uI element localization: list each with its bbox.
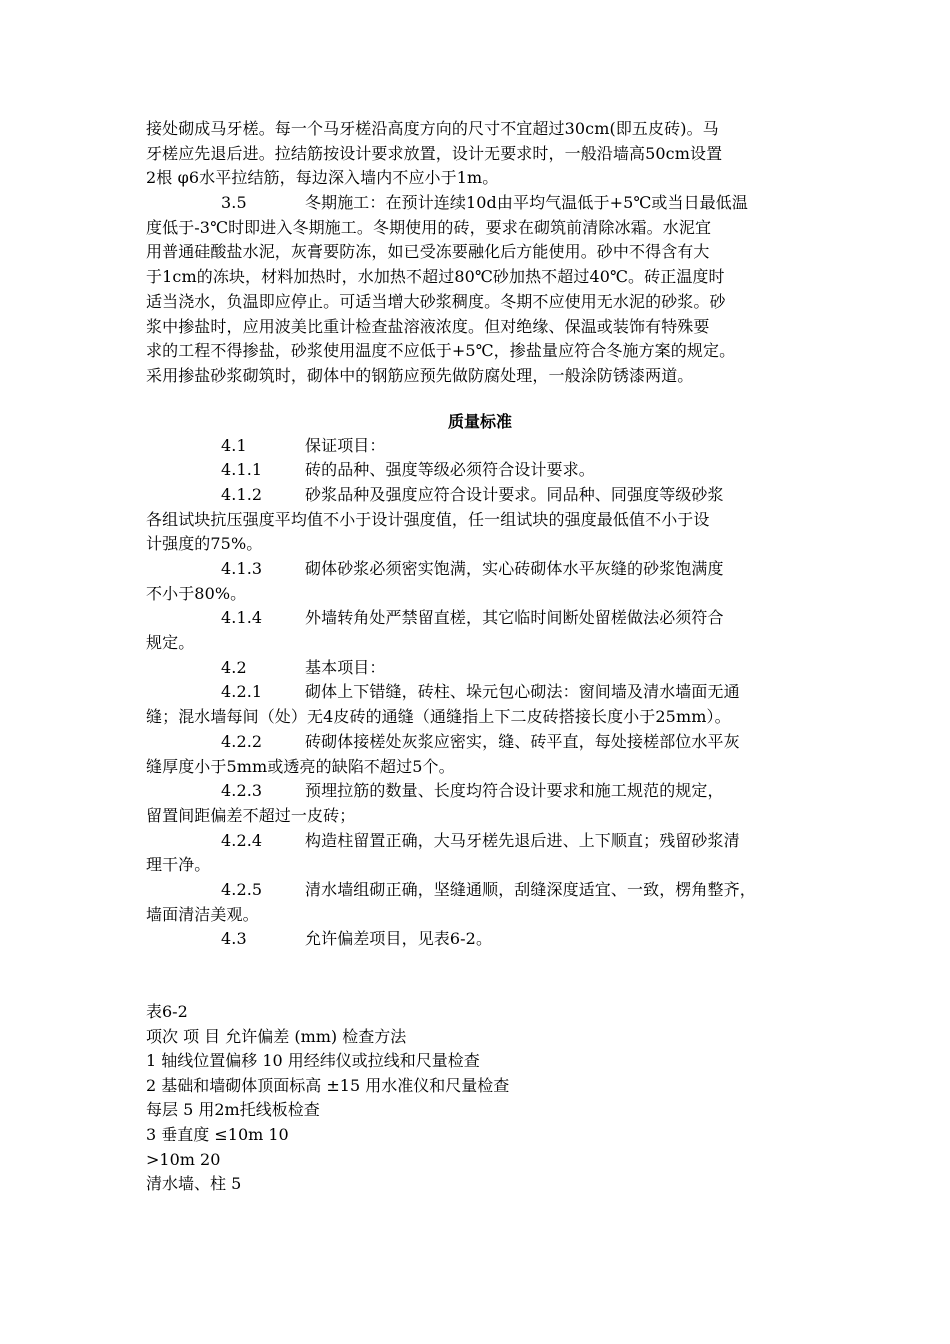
text-line: 浆中掺盐时，应用波美比重计检查盐溶液浓度。但对绝缘、保温或装饰有特殊要 bbox=[146, 316, 710, 336]
paragraph-continuation bbox=[146, 117, 814, 191]
text-line: 理干净。 bbox=[146, 855, 211, 875]
item-text: 保证项目： bbox=[305, 435, 386, 455]
item-number: 4.2.5 bbox=[221, 879, 263, 899]
item-text: 砂浆品种及强度应符合设计要求。同品种、同强度等级砂浆 bbox=[305, 484, 724, 504]
winter-construction-section bbox=[146, 191, 814, 389]
item-4-2-2 bbox=[146, 730, 814, 755]
table-6-2 bbox=[146, 1000, 814, 1197]
table-row: 2 基础和墙砌体顶面标高 ±15 用水准仪和尺量检查 bbox=[146, 1075, 510, 1095]
document-page bbox=[146, 117, 814, 1197]
winter-heading-line bbox=[146, 191, 814, 216]
item-4-2-4 bbox=[146, 829, 814, 854]
text-line: 各组试块抗压强度平均值不小于设计强度值，任一组试块的强度最低值不小于设 bbox=[146, 509, 710, 529]
quality-items bbox=[146, 434, 814, 952]
text-line: 牙槎应先退后进。拉结筋按设计要求放置，设计无要求时，一般沿墙高50cm设置 bbox=[146, 143, 723, 163]
item-number: 4.2.2 bbox=[221, 731, 263, 751]
item-4-3 bbox=[146, 927, 814, 952]
text-line: 计强度的75%。 bbox=[146, 534, 263, 554]
text-line: 求的工程不得掺盐，砂浆使用温度不应低于+5℃，掺盐量应符合冬施方案的规定。 bbox=[146, 341, 736, 361]
item-number: 4.2.1 bbox=[221, 682, 263, 702]
item-text: 清水墙组砌正确，坚缝通顺，刮缝深度适宜、一致，楞角整齐， bbox=[305, 879, 756, 899]
item-4-1 bbox=[146, 434, 814, 459]
item-text: 外墙转角处严禁留直槎，其它临时间断处留槎做法必须符合 bbox=[305, 608, 724, 628]
item-number: 4.3 bbox=[221, 929, 247, 949]
item-4-2 bbox=[146, 656, 814, 681]
text-line: 不小于80%。 bbox=[146, 583, 247, 603]
item-text: 允许偏差项目，见表6-2。 bbox=[305, 929, 493, 949]
text-line: 缝厚度小于5mm或透亮的缺陷不超过5个。 bbox=[146, 756, 455, 776]
text-line: 用普通硅酸盐水泥，灰膏要防冻，如已受冻要融化后方能使用。砂中不得含有大 bbox=[146, 242, 710, 262]
item-number: 3.5 bbox=[221, 193, 247, 213]
item-number: 4.2.3 bbox=[221, 781, 263, 801]
item-text: 冬期施工：在预计连续10d由平均气温低于+5℃或当日最低温 bbox=[305, 193, 748, 213]
text-line: 接处砌成马牙槎。每一个马牙槎沿高度方向的尺寸不宜超过30cm(即五皮砖)。马 bbox=[146, 119, 719, 138]
item-text: 预埋拉筋的数量、长度均符合设计要求和施工规范的规定， bbox=[305, 781, 724, 801]
item-4-1-4 bbox=[146, 606, 814, 631]
item-text: 构造柱留置正确，大马牙槎先退后进、上下顺直；残留砂浆清 bbox=[305, 830, 740, 850]
text-line: 2根 φ6水平拉结筋，每边深入墙内不应小于1m。 bbox=[146, 168, 499, 188]
table-row: 1 轴线位置偏移 10 用经纬仪或拉线和尺量检查 bbox=[146, 1051, 480, 1071]
item-4-1-1 bbox=[146, 458, 814, 483]
text-line: 采用掺盐砂浆砌筑时，砌体中的钢筋应预先做防腐处理，一般涂防锈漆两道。 bbox=[146, 365, 694, 385]
item-text: 砌体上下错缝，砖柱、垛元包心砌法：窗间墙及清水墙面无通 bbox=[305, 682, 740, 702]
item-number: 4.1.1 bbox=[221, 460, 263, 480]
item-4-2-1 bbox=[146, 680, 814, 705]
item-number: 4.1.4 bbox=[221, 608, 263, 628]
section-title: 质量标准 bbox=[447, 411, 512, 431]
item-4-1-2 bbox=[146, 483, 814, 508]
spacer bbox=[146, 389, 814, 406]
text-line: 留置间距偏差不超过一皮砖； bbox=[146, 805, 356, 825]
text-line: 规定。 bbox=[146, 633, 195, 653]
text-line: 缝；混水墙每间（处）无4皮砖的通缝（通缝指上下二皮砖搭接长度小于25mm）。 bbox=[146, 707, 731, 727]
table-row: 项次 项 目 允许偏差 (mm) 检查方法 bbox=[146, 1026, 407, 1046]
table-caption: 表6-2 bbox=[146, 1002, 188, 1021]
text-line: 度低于-3℃时即进入冬期施工。冬期使用的砖，要求在砌筑前清除冰霜。水泥宜 bbox=[146, 217, 712, 237]
item-text: 砖砌体接槎处灰浆应密实，缝、砖平直，每处接槎部位水平灰 bbox=[305, 731, 740, 751]
table-row: 3 垂直度 ≤10m 10 bbox=[146, 1124, 289, 1144]
text-line: 墙面清洁美观。 bbox=[146, 904, 259, 924]
item-4-2-3 bbox=[146, 779, 814, 804]
item-4-2-5 bbox=[146, 878, 814, 903]
item-number: 4.1 bbox=[221, 435, 247, 455]
item-number: 4.1.3 bbox=[221, 559, 263, 578]
table-row: 每层 5 用2m托线板检查 bbox=[146, 1100, 320, 1120]
text-line: 于1cm的冻块，材料加热时，水加热不超过80℃砂加热不超过40℃。砖正温度时 bbox=[146, 267, 725, 287]
item-text: 砖的品种、强度等级必须符合设计要求。 bbox=[305, 460, 595, 480]
table-row: >10m 20 bbox=[146, 1149, 221, 1169]
item-number: 4.2.4 bbox=[221, 830, 263, 850]
spacer bbox=[146, 952, 814, 1000]
text-line: 适当浇水，负温即应停止。可适当增大砂浆稠度。冬期不应使用无水泥的砂浆。砂 bbox=[146, 291, 726, 311]
item-4-1-3 bbox=[146, 557, 814, 582]
item-text: 基本项目： bbox=[305, 657, 386, 677]
item-number: 4.2 bbox=[221, 657, 247, 677]
item-number: 4.1.2 bbox=[221, 484, 263, 504]
table-row: 清水墙、柱 5 bbox=[146, 1174, 242, 1194]
item-text: 砌体砂浆必须密实饱满，实心砖砌体水平灰缝的砂浆饱满度 bbox=[305, 559, 724, 578]
